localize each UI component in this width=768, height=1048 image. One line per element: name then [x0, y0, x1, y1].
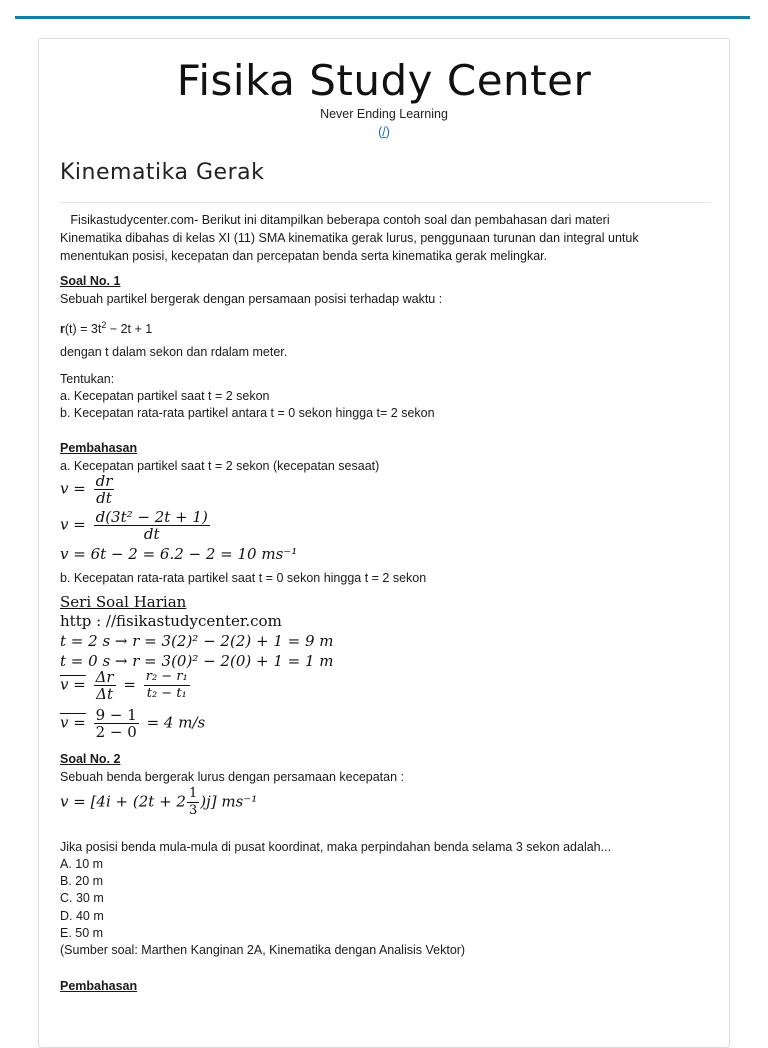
- title-divider: [60, 202, 710, 203]
- intro-line-2: Kinematika dibahas di kelas XI (11) SMA kinematika gerak lurus, penggunaan turunan dan integral untuk: [60, 231, 639, 245]
- eq-v-derivative: v = $\frac{\text{d(3t² − 2t + 1)}}{dt}$: [60, 508, 208, 543]
- soal-2-source: (Sumber soal: Marthen Kanginan 2A, Kinematika dengan Analisis Vektor): [60, 943, 466, 957]
- pembahasan-1-a: a. Kecepatan partikel saat t = 2 sekon (kecepatan sesaat): [60, 459, 380, 473]
- site-tagline: Never Ending Learning: [320, 107, 448, 121]
- eq-v-dr-dt: v = $\frac{dr}{dt}$: [60, 472, 113, 507]
- soal-2-question: Jika posisi benda mula-mula di pusat koordinat, maka perpindahan benda selama 3 sekon adalah...: [60, 840, 612, 854]
- eq-average-velocity-result: v = $\frac{9 - 1}{2 - 0}$ = 4 m/s: [60, 706, 206, 741]
- soal-1-text: Sebuah partikel bergerak dengan persamaan posisi terhadap waktu :: [60, 292, 443, 306]
- soal-1-equation: $r(t) = 3t^2 - 2t + 1$: [60, 320, 153, 337]
- home-link-anchor[interactable]: /: [382, 125, 386, 139]
- intro-line-1: Fisikastudycenter.com- Berikut ini ditampilkan beberapa contoh soal dan pembahasan dari materi: [70, 213, 610, 227]
- soal-1-part-b: b. Kecepatan rata-rata partikel antara t = 0 sekon hingga t= 2 sekon: [60, 406, 435, 420]
- soal-2-option-b: B. 20 m: [60, 874, 104, 888]
- soal-2-option-a: A. 10 m: [60, 857, 104, 871]
- post-title: Kinematika Gerak: [60, 160, 265, 185]
- home-link: (/): [378, 125, 390, 139]
- soal-1-units: dengan t dalam sekon dan rdalam meter.: [60, 345, 288, 359]
- seri-soal-harian: Seri Soal Harian: [60, 593, 187, 611]
- site-title[interactable]: Fisika Study Center: [176, 56, 592, 105]
- soal-2-option-c: C. 30 m: [60, 891, 104, 905]
- intro-line-3: menentukan posisi, kecepatan dan percepatan benda serta kinematika gerak melingkar.: [60, 249, 548, 263]
- soal-2-heading: Soal No. 2: [60, 752, 121, 766]
- top-accent-bar: [15, 16, 750, 19]
- pembahasan-1-b: b. Kecepatan rata-rata partikel saat t = 0 sekon hingga t = 2 sekon: [60, 571, 427, 585]
- soal-2-option-e: E. 50 m: [60, 926, 104, 940]
- soal-1-tentukan: Tentukan:: [60, 372, 115, 386]
- calc-t0: t = 0 s → r = 3(0)² − 2(0) + 1 = 1 m: [60, 652, 334, 670]
- pembahasan-1-heading: Pembahasan: [60, 441, 138, 455]
- soal-1-part-a: a. Kecepatan partikel saat t = 2 sekon: [60, 389, 270, 403]
- soal-2-equation: v = [4i + (2t + 2 $\frac{1}{3}$ )j] ms⁻¹: [60, 786, 258, 818]
- site-url-watermark: http : //fisikastudycenter.com: [60, 612, 282, 630]
- soal-2-text: Sebuah benda bergerak lurus dengan persamaan kecepatan :: [60, 770, 405, 784]
- soal-1-heading: Soal No. 1: [60, 274, 121, 288]
- calc-t2: t = 2 s → r = 3(2)² − 2(2) + 1 = 9 m: [60, 632, 334, 650]
- eq-average-velocity: v = $\frac{\Delta r}{\Delta t}$ = $\frac{\text{r₂ − r₁}}{\text{t₂ − t₁}}$: [60, 668, 188, 703]
- pembahasan-2-heading: Pembahasan: [60, 979, 138, 993]
- eq-v-result: v = 6t − 2 = 6.2 − 2 = 10 ms⁻¹: [60, 545, 298, 563]
- soal-2-option-d: D. 40 m: [60, 909, 104, 923]
